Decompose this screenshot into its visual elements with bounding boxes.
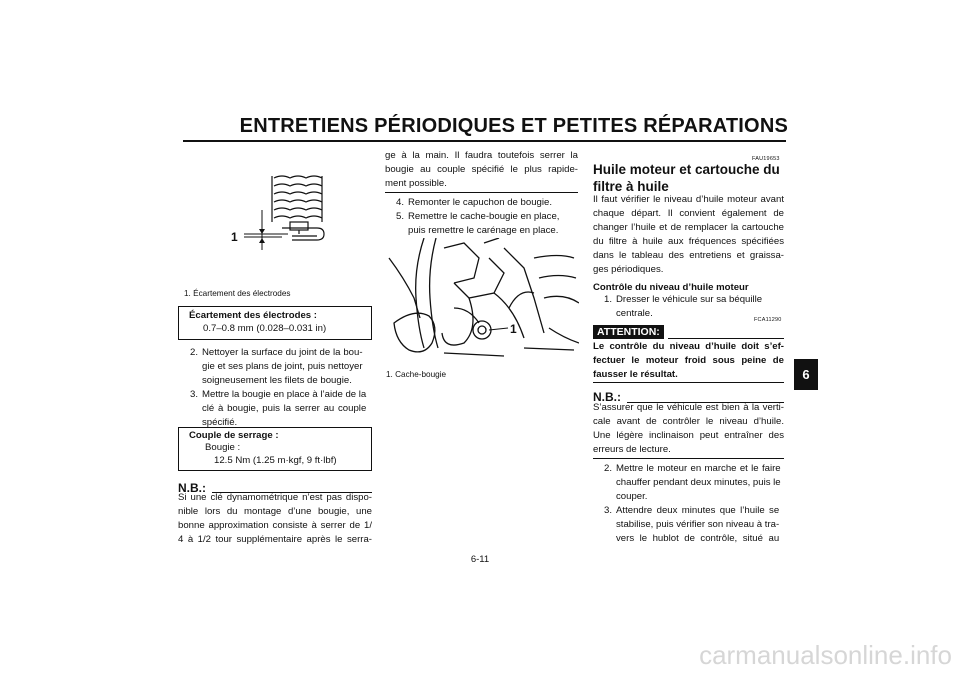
step-number: 2.	[190, 347, 199, 358]
step-text: Remonter le capuchon de bougie.	[408, 197, 553, 208]
step-text: Remettre le cache-bougie en place,	[408, 211, 560, 222]
header-rule	[183, 140, 786, 142]
page-title: ENTRETIENS PÉRIODIQUES ET PETITES RÉPARATIONS	[239, 115, 788, 137]
nb-text	[178, 491, 372, 547]
intro-paragraph	[593, 193, 784, 277]
step-text: puis remettre le carénage en place.	[408, 225, 559, 236]
watermark: carmanualsonline.info	[699, 640, 952, 670]
spec-box-gap	[178, 306, 372, 340]
step-number: 1.	[604, 294, 613, 305]
list-item	[604, 462, 784, 504]
figure-callout: 1	[231, 230, 238, 244]
text-line: cale avant de contrôler le niveau d’huile.	[593, 416, 784, 427]
steps-list	[396, 196, 578, 238]
heading-line: Huile moteur et cartouche du	[593, 162, 780, 177]
text-line: Il faut vérifier le niveau d’huile moteur avant	[593, 194, 784, 205]
text-line: bougie au couple spécifié le plus rapide-	[385, 164, 578, 175]
text-line: fectuer le moteur froid sous peine de	[593, 355, 784, 366]
list-item	[396, 196, 578, 210]
text-line: ges périodiques.	[593, 264, 664, 275]
step-number: 5.	[396, 211, 405, 222]
spec-title: Écartement des électrodes :	[189, 310, 317, 321]
nb-line: 4 à 1/2 tour supplémentaire après le serra-	[178, 534, 372, 545]
reference-code: FCA11290	[754, 317, 782, 323]
text-line: ment possible.	[385, 178, 447, 189]
text-line: erreurs de lecture.	[593, 444, 671, 455]
nb-label: N.B.:	[178, 481, 206, 495]
text-line: ge à la main. Il faudra toutefois serrer la	[385, 150, 578, 161]
spec-value: 12.5 Nm (1.25 m·kgf, 9 ft·lbf)	[214, 455, 337, 466]
text-line: S’assurer que le véhicule est bien à la verti-	[593, 402, 784, 413]
spark-plug-gap-figure	[222, 170, 332, 250]
page-number: 6-11	[470, 554, 490, 565]
step-text: clé à bougie, puis la serrer au couple	[202, 403, 367, 414]
step-number: 2.	[604, 463, 613, 474]
steps-list	[190, 346, 372, 430]
divider	[385, 192, 578, 193]
text-line: Une légère inclinaison peut entraîner des	[593, 430, 784, 441]
list-item	[604, 504, 784, 546]
divider	[593, 382, 784, 383]
figure-caption: 1. Cache-bougie	[386, 370, 447, 379]
spec-item: Bougie :	[205, 442, 241, 453]
divider	[593, 458, 784, 459]
nb-line: Si une clé dynamométrique n’est pas dispo-	[178, 492, 372, 503]
step-number: 4.	[396, 197, 405, 208]
list-item	[190, 346, 372, 388]
reference-code: FAU19653	[752, 156, 780, 162]
spec-box-torque	[178, 427, 372, 471]
step-text: Attendre deux minutes que l’huile se	[616, 505, 780, 516]
step-text: soigneusement les filets de bougie.	[202, 375, 352, 386]
step-text: vers le hublot de contrôle, situé au	[616, 533, 780, 544]
steps-list	[604, 462, 784, 546]
attention-rule	[668, 338, 784, 339]
step-number: 3.	[190, 389, 199, 400]
continued-text	[385, 149, 578, 191]
spark-plug-cover-figure	[384, 238, 579, 362]
step-text: Mettre le moteur en marche et le faire	[616, 463, 781, 474]
step-text: spécifié.	[202, 417, 238, 428]
text-line: Le contrôle du niveau d’huile doit s’ef-	[593, 341, 784, 352]
list-item	[190, 388, 372, 430]
nb-text	[593, 401, 784, 457]
text-line: dans le tableau des entretiens et graissa-	[593, 250, 784, 261]
section-heading	[593, 161, 780, 195]
text-line: du filtre à huile aux fréquences spécifiées	[593, 236, 784, 247]
step-text: centrale.	[616, 308, 653, 319]
step-number: 3.	[604, 505, 613, 516]
step-text: Mettre la bougie en place à l’aide de la	[202, 389, 367, 400]
step-text: stabilise, puis vérifier son niveau à tra-	[616, 519, 780, 530]
list-item	[396, 210, 578, 238]
text-line: fausser le résultat.	[593, 369, 678, 380]
chapter-tab: 6	[794, 359, 818, 390]
subheading: Contrôle du niveau d’huile moteur	[593, 282, 749, 293]
step-text: chauffer pendant deux minutes, puis le	[616, 477, 781, 488]
step-text: gie et ses plans de joint, puis nettoyer	[202, 361, 363, 372]
text-line: changer l’huile et de remplacer la cartouche	[593, 222, 784, 233]
attention-text	[593, 340, 784, 382]
text-line: chaque départ. Il convient également de	[593, 208, 784, 219]
step-text: Nettoyer la surface du joint de la bou-	[202, 347, 363, 358]
nb-line: bonne approximation consiste à serrer de 1/	[178, 520, 372, 531]
attention-badge: ATTENTION:	[593, 325, 664, 339]
figure-callout: 1	[510, 322, 517, 336]
nb-line: nible lors du montage d’une bougie, une	[178, 506, 372, 517]
spec-value: 0.7–0.8 mm (0.028–0.031 in)	[203, 323, 327, 334]
nb-label: N.B.:	[593, 390, 621, 404]
step-text: couper.	[616, 491, 648, 502]
figure-caption: 1. Écartement des électrodes	[184, 289, 291, 298]
step-text: Dresser le véhicule sur sa béquille	[616, 294, 763, 305]
spec-title: Couple de serrage :	[189, 430, 279, 441]
heading-line: filtre à huile	[593, 179, 669, 194]
